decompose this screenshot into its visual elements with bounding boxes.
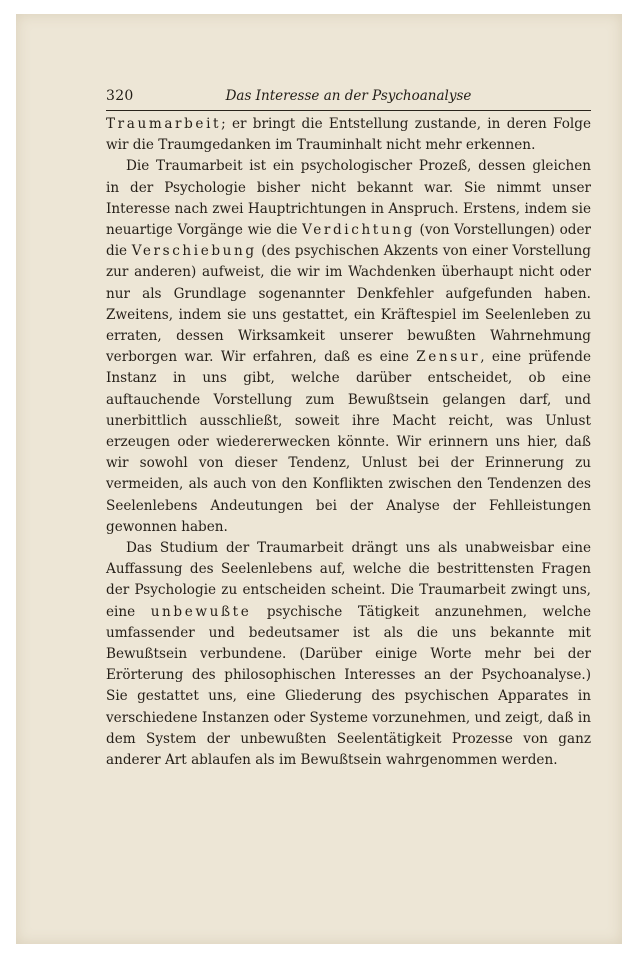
text-run: (des psychischen Akzents von einer Vorstellung zur anderen) aufweist, die wir im Wachdenken überhaupt nicht oder nur als Grundlage sogenannter Denkfehler aufgefunden haben. Zweitens, indem sie uns gestattet, ein Kräftespiel im Seelenleben zu erraten, dessen Wirksamkeit unserer bewußten Wahrnehmung verborgen war. Wir erfahren, daß es eine bbox=[106, 243, 592, 366]
paragraph bbox=[106, 156, 591, 538]
text-run: ; er bringt die Entstellung zustande, in deren Folge wir die Traumgedanken im Trauminhalt nicht mehr erkennen. bbox=[106, 116, 591, 154]
text-run: psychische Tätigkeit anzunehmen, welche umfassender und bedeutsamer ist als die uns bekannte mit Bewußtsein verbundene. (Darüber einige Worte mehr bei der Erörterung des philosophischen Interesses an der Psychoanalyse.) Sie gestattet uns, eine Gliederung des psychischen Apparates in verschiedene Instanzen oder Systeme vorzunehmen, und zeigt, daß in dem System der unbewußten Seelentätigkeit Prozesse von ganz anderer Art ablaufen als im Bewußtsein wahrgenommen werden. bbox=[106, 603, 591, 769]
paragraph bbox=[106, 538, 591, 771]
text-run: (von Vorstellungen) oder die bbox=[106, 222, 591, 260]
text-run: , eine prüfende Instanz in uns gibt, welche darüber entscheidet, ob eine auftauchende Vorstellung zum Bewußtsein gelangen darf, und unerbittlich ausschließt, soweit ihre Macht reicht, was Unlust erzeugen oder wiedererwecken könnte. Wir erinnern uns hier, daß wir sowohl von dieser Tendenz, Unlust bei der Erinnerung zu vermeiden, als auch von den Konflikten zwischen den Tendenzen des Seelenlebens Andeutungen bei der Analyse der Fehlleistungen gewonnen haben. bbox=[106, 349, 591, 535]
page-number: 320 bbox=[106, 88, 134, 104]
spaced-term: Verschiebung bbox=[131, 243, 257, 260]
text-run: Die Traumarbeit ist ein psychologischer Prozeß, dessen gleichen in der Psychologie bisher nicht bekannt war. Sie nimmt unser Interesse nach zwei Hauptrichtungen in Anspruch. Erstens, indem sie neuartige Vorgänge wie die bbox=[106, 158, 591, 239]
spaced-term: Traumarbeit bbox=[106, 116, 222, 132]
paragraph bbox=[106, 114, 591, 156]
page-header bbox=[106, 88, 591, 111]
running-title: Das Interesse an der Psychoanalyse bbox=[225, 88, 472, 104]
text-run: Das Studium der Traumarbeit drängt uns als unabweisbar eine Auffassung des Seelenlebens auf, welche die bestrittensten Fragen der Psychologie zu entscheiden scheint. Die Traumarbeit zwingt uns, eine bbox=[106, 540, 591, 620]
spaced-term: unbewußte bbox=[150, 603, 252, 620]
body-text bbox=[106, 114, 591, 771]
spaced-term: Verdichtung bbox=[302, 222, 415, 239]
spaced-term: Zensur bbox=[416, 349, 481, 366]
